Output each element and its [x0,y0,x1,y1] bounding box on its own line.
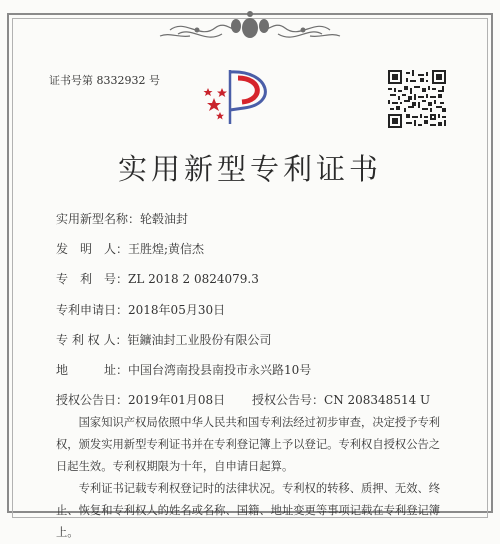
certificate-body [56,412,451,544]
cipa-logo-icon [200,62,290,132]
field-utility-model-name [56,210,188,227]
field-patent-number [56,270,259,287]
field-patentee [56,331,271,348]
field-label: 地 址： [56,363,129,377]
field-value: 2019年01月08日 [128,393,226,407]
field-label: 专 利 号： [56,272,129,286]
certificate-number-suffix: 号 [149,74,160,87]
field-inventor [56,240,204,257]
certificate-title: 实用新型专利证书 [117,152,382,186]
field-grant-date [56,391,225,408]
field-value: 王胜煌;黄信杰 [128,242,205,256]
field-label: 专 利 权 人： [56,333,128,347]
certificate-number [49,72,160,88]
field-label: 实用新型名称： [56,212,141,226]
certificate-number-label: 证书号第 [49,74,93,87]
field-label: 授权公告号： [252,393,325,407]
field-value: 钜鑛油封工业股份有限公司 [127,333,272,347]
field-value: CN 208348514 U [324,393,431,407]
field-label: 发 明 人： [56,242,129,256]
field-value: 轮毂油封 [140,212,189,226]
field-grant-number [252,391,430,408]
field-value: 2018年05月30日 [128,303,226,317]
border-ornament-icon [0,0,500,60]
field-value: ZL 2018 2 0824079.3 [128,272,259,286]
body-paragraph: 专利证书记载专利权登记时的法律状况。专利权的转移、质押、无效、终止、恢复和专利权人的姓名或名称、国籍、地址变更等事项记载在专利登记簿上。 [56,482,441,539]
field-address [56,361,311,378]
field-label: 专利申请日： [56,303,129,317]
qr-code-icon [388,70,446,128]
field-application-date [56,301,225,318]
field-label: 授权公告日： [56,393,129,407]
body-paragraph: 国家知识产权局依照中华人民共和国专利法经过初步审查，决定授予专利权，颁发实用新型专利证书并在专利登记簿上予以登记。专利权自授权公告之日起生效。专利权期限为十年，自申请日起算。 [56,416,441,473]
certificate-number-value: 8332932 [96,74,146,87]
field-value: 中国台湾南投县南投市永兴路10号 [128,363,312,377]
